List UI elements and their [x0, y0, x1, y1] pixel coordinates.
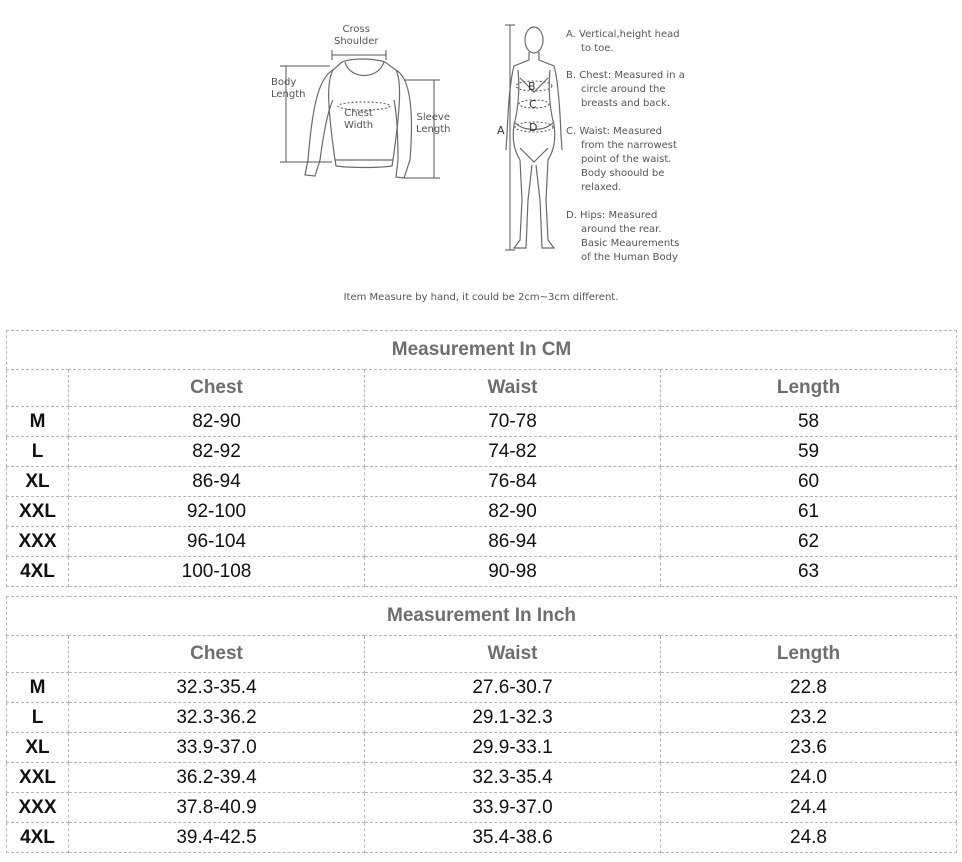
table-row	[7, 467, 957, 497]
chest-cell: 100-108	[69, 557, 365, 587]
length-cell: 24.4	[661, 793, 957, 823]
table-title: Measurement In CM	[7, 331, 957, 370]
table-title: Measurement In Inch	[7, 597, 957, 636]
chest-cell: 82-92	[69, 437, 365, 467]
human-figure-drawing	[506, 27, 562, 248]
size-cell: 4XL	[7, 557, 69, 587]
waist-cell: 82-90	[365, 497, 661, 527]
column-header	[7, 636, 69, 673]
table-row	[7, 673, 957, 703]
measure-caption: Item Measure by hand, it could be 2cm~3cm different.	[343, 292, 619, 303]
note-c: C. Waist: Measured from the narrowest point of the waist. Body shoould be relaxed.	[566, 126, 677, 193]
column-header: Chest	[69, 370, 365, 407]
size-cell: L	[7, 703, 69, 733]
waist-cell: 74-82	[365, 437, 661, 467]
size-cell: 4XL	[7, 823, 69, 853]
chest-cell: 82-90	[69, 407, 365, 437]
chest-cell: 37.8-40.9	[69, 793, 365, 823]
length-cell: 63	[661, 557, 957, 587]
size-cell: XL	[7, 467, 69, 497]
size-cell: XXX	[7, 793, 69, 823]
table-row	[7, 527, 957, 557]
length-cell: 60	[661, 467, 957, 497]
letter-b: B	[528, 80, 536, 93]
length-cell: 23.2	[661, 703, 957, 733]
size-cell: XXX	[7, 527, 69, 557]
length-cell: 23.6	[661, 733, 957, 763]
waist-cell: 90-98	[365, 557, 661, 587]
waist-cell: 76-84	[365, 467, 661, 497]
note-a: A. Vertical,height head to toe.	[566, 29, 680, 54]
waist-cell: 29.9-33.1	[365, 733, 661, 763]
header-row	[7, 636, 957, 673]
size-cell: XL	[7, 733, 69, 763]
chest-cell: 92-100	[69, 497, 365, 527]
column-header: Chest	[69, 636, 365, 673]
table-row	[7, 407, 957, 437]
column-header: Length	[661, 370, 957, 407]
length-cell: 61	[661, 497, 957, 527]
size-table-cm	[6, 330, 957, 587]
size-cell: M	[7, 407, 69, 437]
table-row	[7, 733, 957, 763]
chest-cell: 36.2-39.4	[69, 763, 365, 793]
column-header: Waist	[365, 636, 661, 673]
waist-cell: 32.3-35.4	[365, 763, 661, 793]
size-cell: M	[7, 673, 69, 703]
table-row	[7, 823, 957, 853]
body-length-label: Body Length	[271, 77, 306, 100]
measurement-diagram	[0, 0, 962, 320]
table-row	[7, 497, 957, 527]
chest-cell: 96-104	[69, 527, 365, 557]
size-table-inch	[6, 596, 957, 853]
table-row	[7, 703, 957, 733]
table-row	[7, 793, 957, 823]
table-row	[7, 437, 957, 467]
length-cell: 24.8	[661, 823, 957, 853]
waist-cell: 35.4-38.6	[365, 823, 661, 853]
chest-cell: 33.9-37.0	[69, 733, 365, 763]
letter-d: D	[529, 121, 538, 134]
chest-cell: 32.3-36.2	[69, 703, 365, 733]
note-d: D. Hips: Measured around the rear. Basic Meaurements of the Human Body	[566, 210, 680, 263]
column-header: Length	[661, 636, 957, 673]
length-cell: 58	[661, 407, 957, 437]
chest-cell: 32.3-35.4	[69, 673, 365, 703]
header-row	[7, 370, 957, 407]
waist-cell: 86-94	[365, 527, 661, 557]
column-header	[7, 370, 69, 407]
length-cell: 24.0	[661, 763, 957, 793]
length-cell: 22.8	[661, 673, 957, 703]
note-b: B. Chest: Measured in a circle around the breasts and back.	[566, 70, 685, 109]
size-cell: XXL	[7, 497, 69, 527]
waist-cell: 29.1-32.3	[365, 703, 661, 733]
letter-c: C	[529, 98, 537, 111]
chest-width-label: Chest Width	[344, 108, 374, 131]
waist-cell: 70-78	[365, 407, 661, 437]
cross-shoulder-label: Cross Shoulder	[334, 24, 379, 47]
measurement-illustration	[0, 0, 962, 320]
table-row	[7, 557, 957, 587]
size-cell: XXL	[7, 763, 69, 793]
size-cell: L	[7, 437, 69, 467]
sleeve-length-label: Sleeve Length	[416, 112, 451, 135]
waist-cell: 27.6-30.7	[365, 673, 661, 703]
letter-a: A	[497, 124, 505, 137]
waist-cell: 33.9-37.0	[365, 793, 661, 823]
table-row	[7, 763, 957, 793]
column-header: Waist	[365, 370, 661, 407]
chest-cell: 39.4-42.5	[69, 823, 365, 853]
length-cell: 59	[661, 437, 957, 467]
length-cell: 62	[661, 527, 957, 557]
chest-cell: 86-94	[69, 467, 365, 497]
